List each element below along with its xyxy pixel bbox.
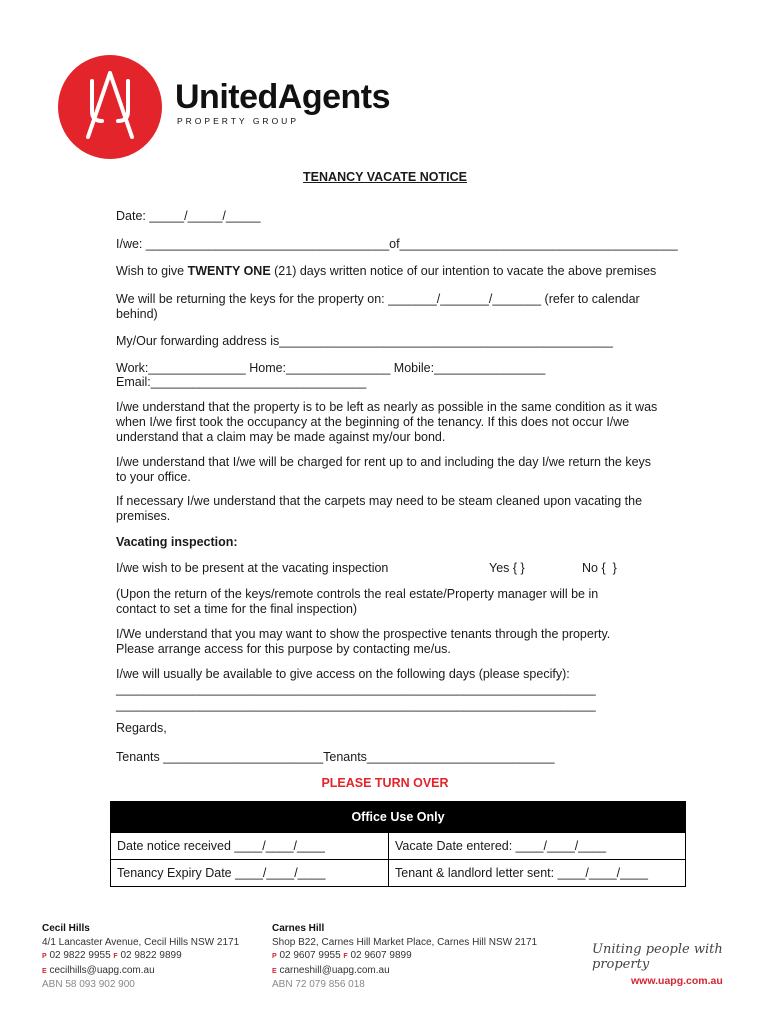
- footer-office-title: Carnes Hill: [272, 923, 325, 934]
- notice-post: (21) days written notice of our intention to vacate the above premises: [270, 264, 657, 278]
- notice-pre: Wish to give: [116, 264, 188, 278]
- brand-name: UnitedAgents: [175, 78, 390, 116]
- office-use-table: [110, 801, 686, 887]
- rent-paragraph: I/we understand that I/we will be charged for rent up to and including the day I/we return the keys to your office.: [116, 455, 652, 484]
- condition-paragraph: I/we understand that the property is to be left as nearly as possible in the same condition as it was when I/we first took the occupancy at the beginning of the tenancy. If this does not occur I/we understand that a claim may be made against my/our bond.: [116, 400, 658, 444]
- availability-line-2[interactable]: _____________________________________________________________________: [116, 698, 596, 712]
- footer-office-title: Cecil Hills: [42, 923, 90, 934]
- footer-email[interactable]: cecilhills@uapg.com.au: [49, 964, 155, 976]
- tenants-signature-field[interactable]: Tenants _______________________Tenants___________________________: [116, 750, 555, 764]
- logo-icon: [58, 55, 162, 159]
- fax-label: F: [113, 953, 118, 960]
- footer-phone: 02 9822 9955: [49, 950, 111, 961]
- footer-office-carnes-hill: [272, 922, 537, 992]
- access-paragraph: I/We understand that you may want to show the prospective tenants through the property. Please arrange access for this purpose by contacting me/us.: [116, 627, 611, 656]
- availability-line-1[interactable]: _____________________________________________________________________: [116, 682, 596, 696]
- tagline: Uniting people with property: [592, 942, 723, 972]
- availability-prompt: I/we will usually be available to give access on the following days (please specify):: [116, 667, 570, 681]
- email-label: E: [42, 967, 47, 975]
- turn-over-notice: PLEASE TURN OVER: [321, 776, 449, 790]
- footer-office-cecil-hills: [42, 922, 239, 992]
- no-option[interactable]: No { }: [582, 561, 617, 575]
- regards-text: Regards,: [116, 721, 167, 735]
- vacate-date-entered-cell[interactable]: Vacate Date entered: ____/____/____: [389, 833, 686, 860]
- tenancy-expiry-date-cell[interactable]: Tenancy Expiry Date ____/____/____: [111, 860, 389, 887]
- notice-days: TWENTY ONE: [187, 264, 271, 278]
- date-notice-received-cell[interactable]: Date notice received ____/____/____: [111, 833, 389, 860]
- email-label: E: [272, 967, 277, 975]
- phone-label: P: [272, 953, 277, 960]
- notice-statement: [116, 264, 656, 279]
- footer-phone: 02 9607 9955: [279, 950, 341, 961]
- tenant-names-field[interactable]: I/we: ___________________________________of________________________________________: [116, 237, 678, 251]
- footer-office-address: 4/1 Lancaster Avenue, Cecil Hills NSW 2171: [42, 936, 240, 948]
- page-title: TENANCY VACATE NOTICE: [303, 170, 467, 184]
- phone-label: P: [42, 953, 47, 960]
- footer-fax: 02 9607 9899: [350, 950, 412, 961]
- footer-abn: ABN 58 093 902 900: [42, 979, 135, 990]
- date-field[interactable]: Date: _____/_____/_____: [116, 209, 261, 223]
- inspection-heading: Vacating inspection:: [116, 535, 238, 549]
- fax-label: F: [343, 953, 348, 960]
- forwarding-address-field[interactable]: My/Our forwarding address is________________________________________________: [116, 334, 613, 348]
- keys-return-field[interactable]: We will be returning the keys for the property on: _______/_______/_______ (refer to calendar behind): [116, 292, 640, 321]
- yes-option[interactable]: Yes { }: [489, 561, 525, 575]
- footer-office-address: Shop B22, Carnes Hill Market Place, Carnes Hill NSW 2171: [272, 936, 538, 948]
- brand-subtitle: PROPERTY GROUP: [177, 116, 299, 126]
- inspection-note: (Upon the return of the keys/remote controls the real estate/Property manager will be in contact to set a time for the final inspection): [116, 587, 599, 616]
- footer-abn: ABN 72 079 856 018: [272, 979, 365, 990]
- letter-sent-cell[interactable]: Tenant & landlord letter sent: ____/____/____: [389, 860, 686, 887]
- email-field[interactable]: Email:_______________________________: [116, 375, 367, 389]
- footer-fax: 02 9822 9899: [120, 950, 182, 961]
- website-link[interactable]: www.uapg.com.au: [631, 975, 723, 987]
- inspection-question: I/we wish to be present at the vacating inspection: [116, 561, 389, 575]
- carpet-paragraph: If necessary I/we understand that the carpets may need to be steam cleaned upon vacating the premises.: [116, 494, 643, 523]
- footer-email[interactable]: carneshill@uapg.com.au: [279, 964, 390, 976]
- contact-phones-field[interactable]: Work:______________ Home:_______________ Mobile:________________: [116, 361, 546, 375]
- office-use-header: Office Use Only: [111, 802, 686, 833]
